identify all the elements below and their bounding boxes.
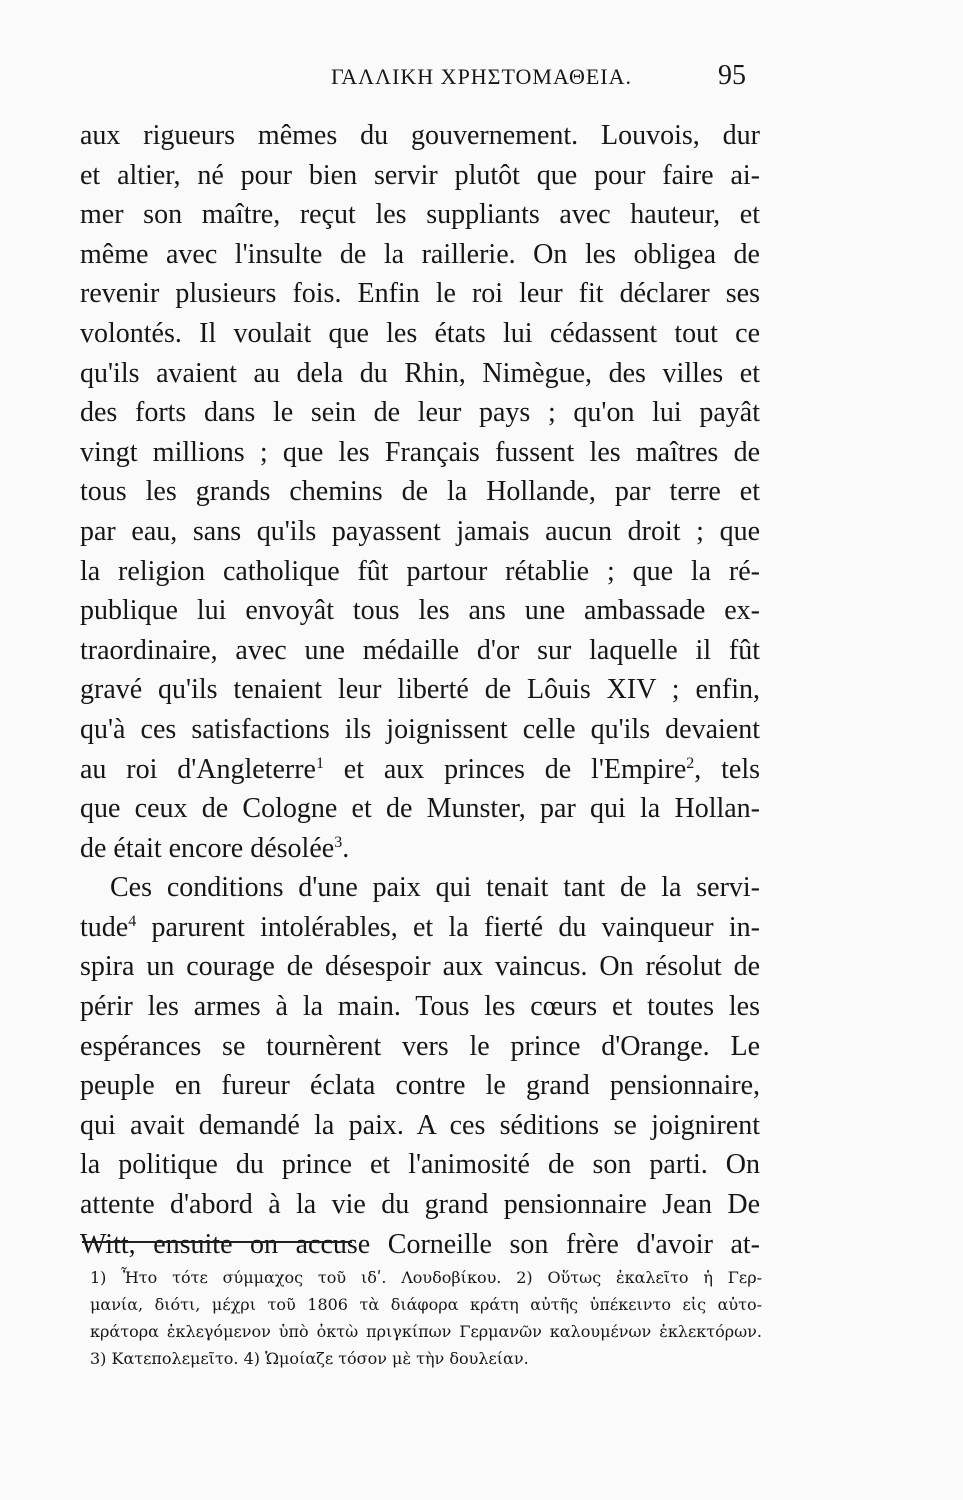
text-fragment: tude — [80, 911, 129, 943]
text-line — [80, 908, 760, 948]
main-text — [80, 116, 760, 1264]
text-line: même avec l'insulte de la raillerie. On les obligea de — [80, 238, 760, 270]
text-line: qu'ils avaient au dela du Rhin, Nimègue, des villes et — [80, 357, 760, 389]
text-fragment: de était encore désolée — [80, 832, 335, 864]
footnote-line: 1) Ἦτο τότε σύμμαχος τοῦ ιδʹ. Λουδοβίκου. 2) Οὕτως ἐκαλεῖτο ἡ Γερ- — [90, 1268, 762, 1287]
text-line: par eau, sans qu'ils payassent jamais aucun droit ; que — [80, 515, 760, 547]
footnote-mark: 2 — [686, 754, 695, 772]
text-line: attente d'abord à la vie du grand pensionnaire Jean De — [80, 1189, 760, 1221]
text-line: volontés. Il voulait que les états lui cédassent tout ce — [80, 317, 760, 349]
text-fragment: et aux princes de l'Empire — [343, 753, 687, 785]
footnote-mark: 1 — [315, 754, 324, 772]
text-line: des forts dans le sein de leur pays ; qu'on lui payât — [80, 397, 760, 429]
text-line: de était encore désolée$^3$. — [80, 832, 350, 864]
text-line: mer son maître, reçut les suppliants avec hauteur, et — [80, 199, 760, 231]
text-line: vingt millions ; que les Français fussent les maîtres de — [80, 436, 760, 468]
text-line: qu'à ces satisfactions ils joignissent celle qu'ils devaient — [80, 713, 760, 745]
text-line: tous les grands chemins de la Hollande, par terre et — [80, 476, 760, 508]
text-line: Witt, ensuite on accuse Corneille son frère d'avoir at- — [80, 1228, 760, 1260]
text-line: espérances se tournèrent vers le prince d'Orange. Le — [80, 1030, 760, 1062]
text-line: traordinaire, avec une médaille d'or sur laquelle il fût — [80, 634, 760, 666]
text-line: périr les armes à la main. Tous les cœurs et toutes les — [80, 991, 760, 1023]
footnote-separator — [82, 1241, 352, 1243]
footnote-mark: 4 — [128, 912, 137, 930]
text-line: qui avait demandé la paix. A ces séditions se joignirent — [80, 1109, 760, 1141]
footnotes — [90, 1264, 762, 1372]
text-line: et altier, né pour bien servir plutôt que pour faire ai- — [80, 159, 760, 191]
text-line: gravé qu'ils tenaient leur liberté de Lôuis XIV ; enfin, — [80, 674, 760, 706]
text-line: la politique du prince et l'animosité de son parti. On — [80, 1149, 760, 1181]
text-fragment: au roi d'Angleterre — [80, 753, 316, 785]
text-fragment: , tels — [694, 753, 760, 785]
footnote-line: κράτορα ἐκλεγόμενον ὑπὸ ὀκτὼ πριγκίπων Γερμανῶν καλουμένων ἐκλεκτόρων. — [90, 1322, 762, 1341]
text-line: peuple en fureur éclata contre le grand pensionnaire, — [80, 1070, 760, 1102]
text-line — [80, 750, 760, 790]
text-line: que ceux de Cologne et de Munster, par qui la Hollan- — [80, 793, 760, 825]
text-line: spira un courage de désespoir aux vaincus. On résolut de — [80, 951, 760, 983]
footnote-line: 3) Κατεπολεμεῖτο. 4) Ὡμοίαζε τόσον μὲ τὴν δουλείαν. — [90, 1349, 529, 1368]
text-fragment: parurent intolérables, et la fierté du vainqueur in- — [136, 911, 760, 943]
footnote-line: μανία, διότι, μέχρι τοῦ 1806 τὰ διάφορα κράτη αὐτῆς ὑπέκειντο εἰς αὐτο- — [90, 1295, 762, 1314]
footnote-mark: 3 — [334, 833, 343, 851]
text-line: revenir plusieurs fois. Enfin le roi leur fit déclarer ses — [80, 278, 760, 310]
text-line: la religion catholique fût partour rétablie ; que la ré- — [80, 555, 760, 587]
text-line: publique lui envoyât tous les ans une ambassade ex- — [80, 595, 760, 627]
text-line: aux rigueurs mêmes du gouvernement. Louvois, dur — [80, 120, 760, 151]
page-number: 95 — [718, 60, 746, 91]
running-title: ΓΑΛΛΙΚΗ ΧΡΗΣΤΟΜΑΘΕΙΑ. — [330, 64, 633, 89]
text-line: Ces conditions d'une paix qui tenait tant de la servi- — [110, 872, 760, 904]
